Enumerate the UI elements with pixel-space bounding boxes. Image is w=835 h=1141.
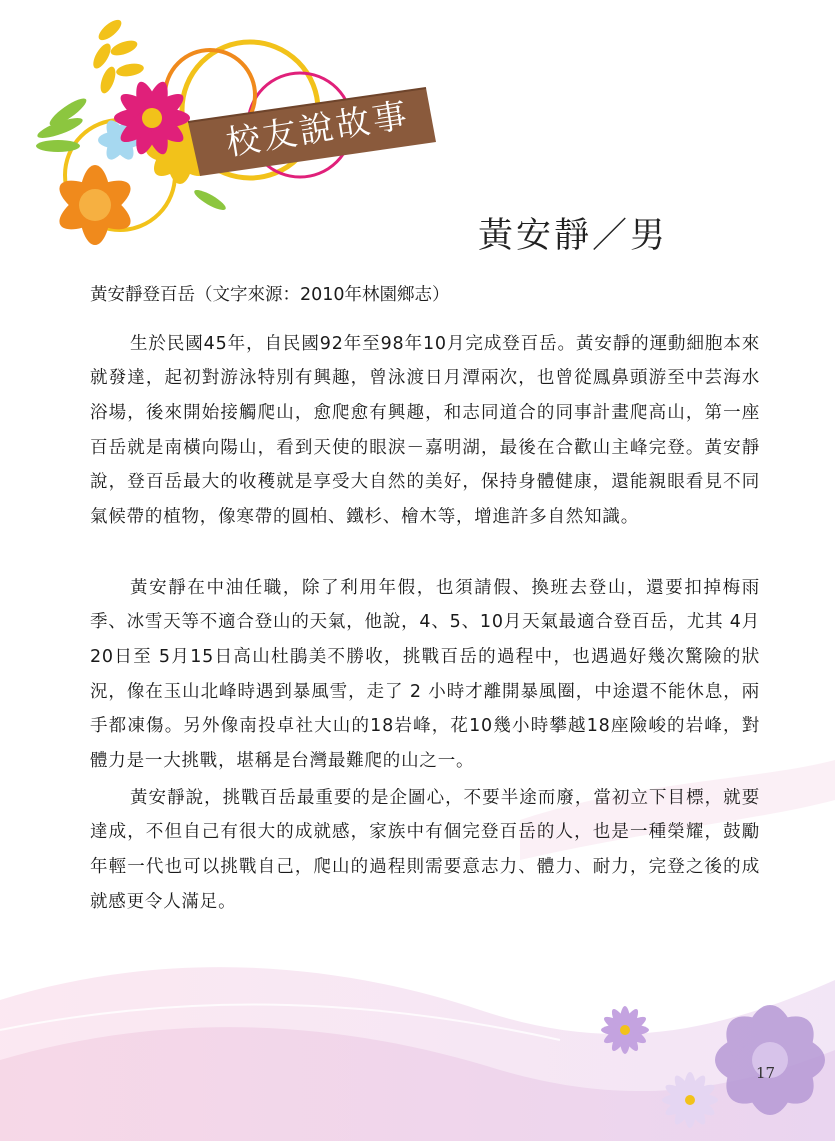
paragraph: 黃安靜在中油任職，除了利用年假，也須請假、換班去登山，還要扣掉梅雨季、冰雪天等不適合登山的天氣，他說，4、5、10月天氣最適合登百岳，尤其 4月20日至 5月15日高山杜鵑美不勝收，挑戰百岳的過程中，也遇過好幾次驚險的狀況，像在玉山北峰時遇到暴風雪，走了 2 小時才離開暴風圈，中途還不能休息，兩手都凍傷。另外像南投卓社大山的18岩峰，花10幾小時攀越18座險峻的岩峰，對體力是一大挑戰，堪稱是台灣最難爬的山之一。 (90, 577, 760, 772)
article-subtitle: 黃安靜登百岳（文字來源：2010年林園鄉志） (90, 285, 450, 305)
section-title: 校友說故事 (223, 95, 413, 164)
paragraph: 生於民國45年，自民國92年至98年10月完成登百岳。黃安靜的運動細胞本來就發達，起初對游泳特別有興趣，曾泳渡日月潭兩次，也曾從鳳鼻頭游至中芸海水浴場，後來開始接觸爬山，愈爬愈有興趣，和志同道合的同事計畫爬高山，第一座百岳就是南橫向陽山，看到天使的眼淚－嘉明湖，最後在合歡山主峰完登。黃安靜說，登百岳最大的收穫就是享受大自然的美好，保持身體健康，還能親眼看見不同氣候帶的植物，像寒帶的圓柏、鐵杉、檜木等，增進許多自然知識。 (90, 333, 760, 528)
paragraph: 黃安靜說，挑戰百岳最重要的是企圖心，不要半途而廢，當初立下目標，就要達成，不但自己有很大的成就感，家族中有個完登百岳的人，也是一種榮耀，鼓勵年輕一代也可以挑戰自己，爬山的過程則需要意志力、體力、耐力，完登之後的成就感更令人滿足。 (90, 787, 760, 912)
page-number: 17 (756, 1064, 776, 1082)
author-name: 黃安靜／男 (478, 216, 669, 256)
